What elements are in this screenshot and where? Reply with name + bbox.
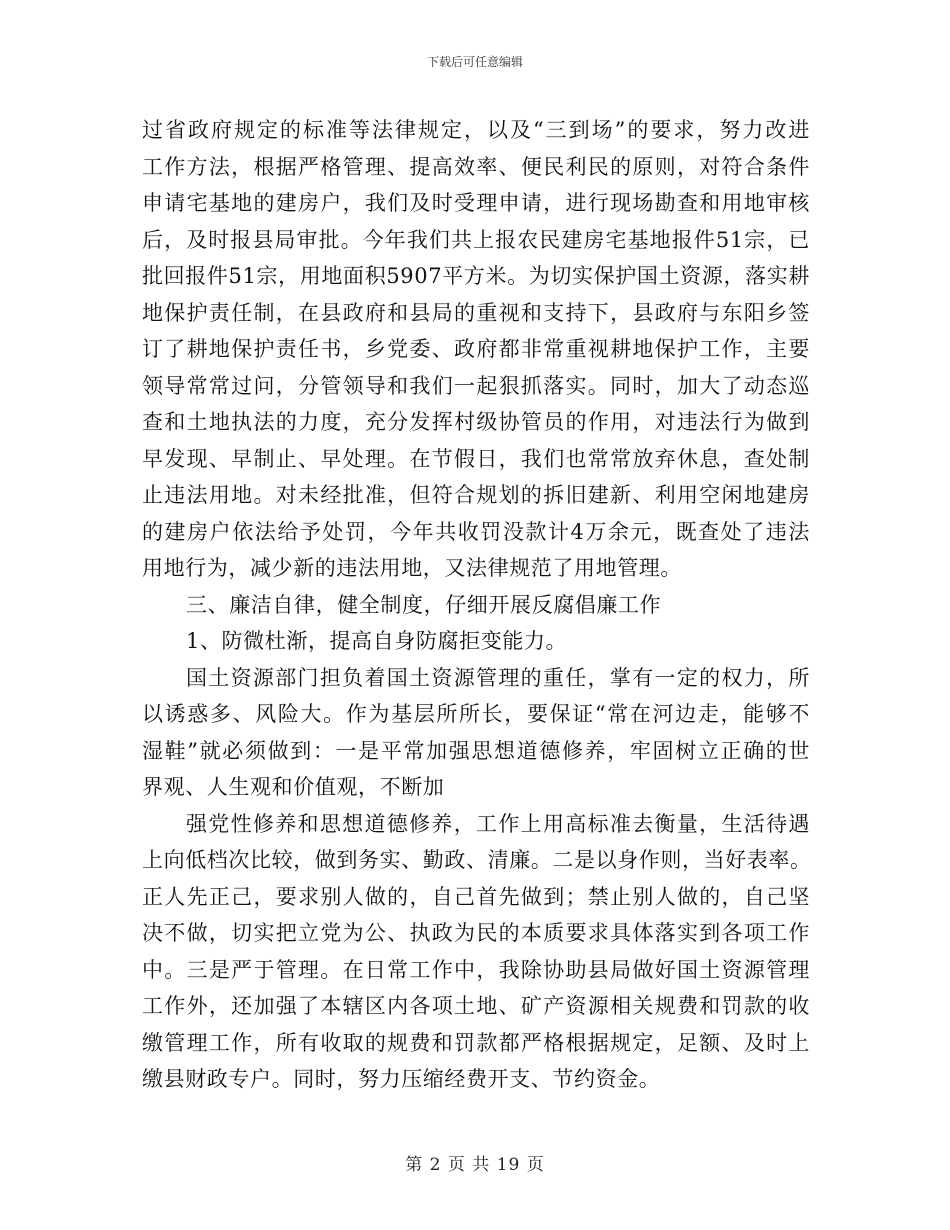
text-line: 地保护责任制，在县政府和县局的重视和支持下，县政府与东阳乡签	[142, 300, 810, 325]
text-line: 申请宅基地的建房户，我们及时受理申请，进行现场勘查和用地审核	[142, 191, 810, 215]
section-heading: 三、廉洁自律，健全制度，仔细开展反腐倡廉工作	[186, 592, 662, 617]
text-line: 早发现、早制止、早处理。在节假日，我们也常常放弃休息，查处制	[142, 446, 810, 471]
text-line: 过省政府规定的标准等法律规定，以及“三到场”的要求，努力改进	[142, 118, 810, 142]
text-line: 工作外，还加强了本辖区内各项土地、矿产资源相关规费和罚款的收	[142, 994, 810, 1018]
page-header-note: 下载后可任意编辑	[426, 55, 523, 69]
text-line: 查和土地执法的力度，充分发挥村级协管员的作用，对违法行为做到	[142, 410, 810, 434]
text-line: 正人先正己，要求别人做的，自己首先做到；禁止别人做的，自己坚	[142, 884, 810, 909]
text-line: 用地行为，减少新的违法用地，又法律规范了用地管理。	[142, 556, 682, 580]
text-line: 决不做，切实把立党为公、执政为民的本质要求具体落实到各项工作	[142, 921, 810, 945]
subsection-heading: 1、防微杜渐，提高自身防腐拒变能力。	[186, 629, 568, 653]
document-body	[142, 112, 810, 1098]
text-line: 国土资源部门担负着国土资源管理的重任，掌有一定的权力，所	[186, 665, 810, 690]
text-line: 缴县财政专户。同时，努力压缩经费开支、节约资金。	[142, 1067, 661, 1091]
text-line: 止违法用地。对未经批准，但符合规划的拆旧建新、利用空闲地建房	[142, 483, 810, 507]
text-line: 缴管理工作，所有收取的规费和罚款都严格根据规定，足额、及时上	[142, 1030, 810, 1055]
text-line: 湿鞋”就必须做到：一是平常加强思想道德修养，牢固树立正确的世	[142, 738, 810, 763]
page-number: 第 2 页 共 19 页	[405, 1155, 545, 1175]
text-line: 批回报件51宗，用地面积5907平方米。为切实保护国土资源，落实耕	[142, 264, 810, 288]
text-line: 上向低档次比较，做到务实、勤政、清廉。二是以身作则，当好表率。	[142, 848, 812, 872]
text-line: 以诱惑多、风险大。作为基层所所长，要保证“常在河边走，能够不	[142, 702, 810, 726]
text-line: 工作方法，根据严格管理、提高效率、便民利民的原则，对符合条件	[142, 154, 810, 179]
text-line: 的建房户依法给予处罚，今年共收罚没款计4万余元，既查处了违法	[142, 519, 810, 544]
text-line: 订了耕地保护责任书，乡党委、政府都非常重视耕地保护工作，主要	[142, 337, 810, 361]
text-line: 中。三是严于管理。在日常工作中，我除协助县局做好国土资源管理	[142, 957, 810, 982]
text-line: 领导常常过问，分管领导和我们一起狠抓落实。同时，加大了动态巡	[142, 373, 810, 398]
text-line: 强党性修养和思想道德修养，工作上用高标准去衡量，生活待遇	[186, 811, 810, 836]
text-line: 后，及时报县局审批。今年我们共上报农民建房宅基地报件51宗，已	[142, 227, 810, 252]
text-line: 界观、人生观和价值观，不断加	[142, 775, 445, 799]
